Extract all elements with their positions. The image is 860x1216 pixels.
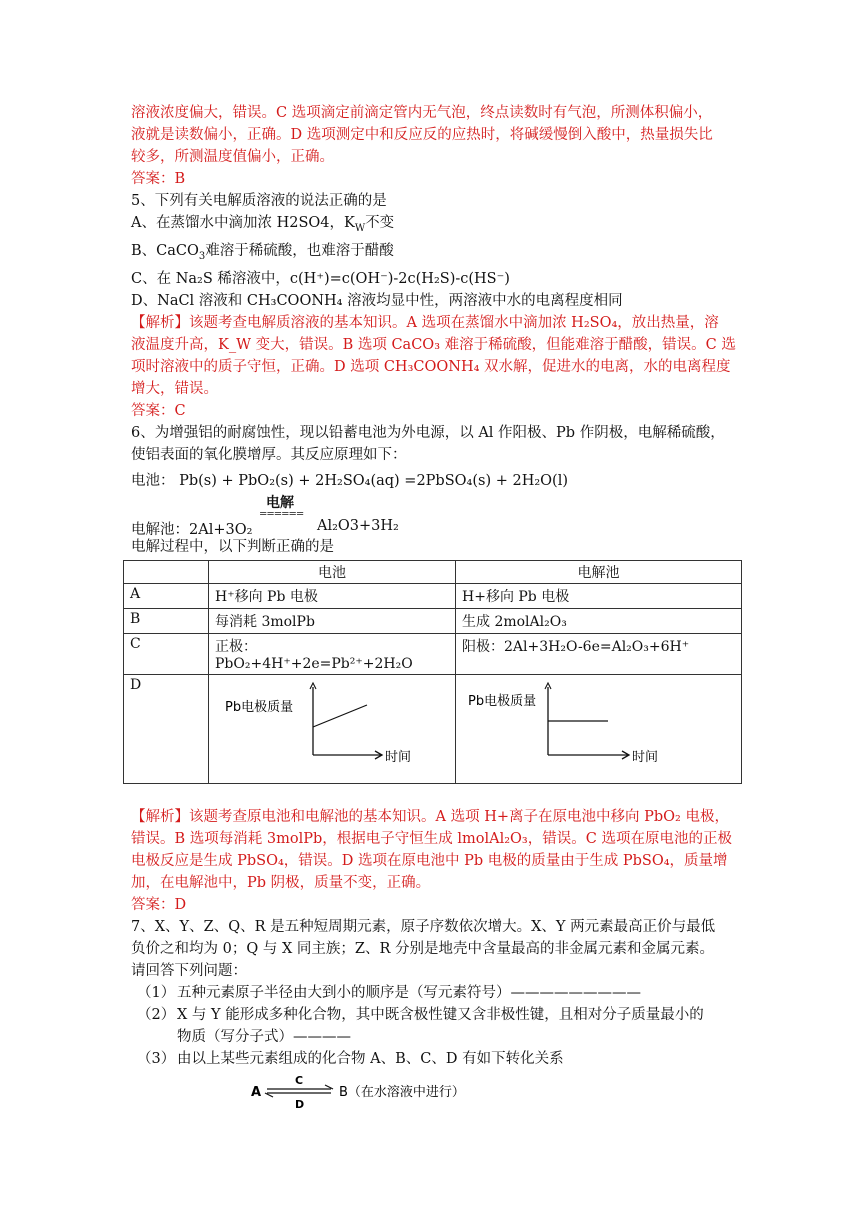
q6-battery-equation: 电池： Pb(s) + PbO₂(s) + 2H₂SO₄(aq) =2PbSO₄(s) + 2H₂O(l) [131,472,568,489]
q5-analysis-line: 液温度升高，K_W 变大，错误。B 选项 CaCO₃ 难溶于稀硫酸，但能难溶于醋酸，错误。C 选 [131,336,736,353]
graph-xlabel: 时间 [632,749,659,765]
table-cell: H⁺移向 Pb 电极 [209,583,456,608]
q6-stem: 6、为增强铝的耐腐蚀性，现以铅蓄电池为外电源，以 Al 作阳极、Pb 作阴极，电解稀硫酸， [131,424,725,441]
graph-cell-electrolysis [456,674,742,783]
q7-stem: 请回答下列问题： [131,962,247,979]
table-cell: B [124,608,209,633]
scheme-d: D [295,1097,305,1111]
q7-stem: 负价之和均为 0；Q 与 X 同主族；Z、R 分别是地壳中含量最高的非金属元素和金属元素。 [131,940,714,957]
graph-cell-battery [209,674,456,783]
q5-analysis-line: 增大，错误。 [131,380,218,397]
q7-sub1: （1） 五种元素原子半径由大到小的顺序是（写元素符号）————————— [137,984,641,1001]
q5-stem: 5、下列有关电解质溶液的说法正确的是 [131,193,387,209]
q7-sub3: （3） 由以上某些元素组成的化合物 A、B、C、D 有如下转化关系 [137,1050,564,1067]
q6-analysis-line: 错误。B 选项每消耗 3molPb，根据电子守恒生成 lmolAl₂O₃，错误。C 选项在原电池的正极 [131,830,732,847]
q6-answer: 答案：D [131,896,187,913]
q5-analysis-line: 【解析】该题考查电解质溶液的基本知识。A 选项在蒸馏水中滴加浓 H₂SO₄，放出热量，溶 [131,314,719,331]
answer-4: 答案：B [131,171,186,187]
table-row [124,633,742,674]
q7-sub2: （2） X 与 Y 能形成多种化合物，其中既含极性键又含非极性键，且相对分子质量最小的 [137,1006,704,1023]
q6-analysis-line: 电极反应是生成 PbSO₄，错误。D 选项在原电池中 Pb 电极的质量由于生成 PbSO₄，质量增 [131,852,728,869]
q6-electrolysis-equation [131,492,743,540]
analysis-line: 溶液浓度偏大，错误。C 选项滴定前滴定管内无气泡，终点读数时有气泡，所测体积偏小， [131,105,713,121]
electrolysis-left: 电解池：2Al+3O₂ [131,521,253,538]
electrolysis-condition: 电解 [266,494,294,511]
graph-ylabel: Pb电极质量 [468,693,537,709]
q6-judge: 电解过程中，以下判断正确的是 [131,538,334,555]
q5-option-d: D、NaCl 溶液和 CH₃COONH₄ 溶液均显中性，两溶液中水的电离程度相同 [131,292,623,309]
table-row [124,608,742,633]
q5-option-b: B、CaCO$_3$难溶于稀硫酸，也难溶于醋酸 [131,242,394,262]
graph-xlabel: 时间 [385,749,412,765]
q6-options-table [123,560,742,784]
q6-analysis-line: 【解析】该题考查原电池和电解池的基本知识。A 选项 H+离子在原电池中移向 PbO₂ 电极， [131,808,729,825]
table-cell: 每消耗 3molPb [209,608,456,633]
q7-stem: 7、X、Y、Z、Q、R 是五种短周期元素，原子序数依次增大。X、Y 两元素最高正价与最低 [131,918,716,935]
q5-analysis-line: 项时溶液中的质子守恒，正确。D 选项 CH₃COONH₄ 双水解，促进水的电离，水的电离程度 [131,358,731,375]
table-cell: A [124,583,209,608]
pb-mass-graph-battery [209,675,449,779]
table-header [124,560,209,583]
table-header: 电池 [209,560,456,583]
table-cell: C [124,633,209,674]
table-row [124,583,742,608]
rising-line [313,705,367,727]
equal-bar: ====== [259,508,304,520]
q7-sub2-cont: 物质（写分子式）———— [177,1028,351,1045]
q6-analysis-line: 加，在电解池中，Pb 阴极，质量不变，正确。 [131,874,431,891]
table-cell: 阳极：2Al+3H₂O-6e=Al₂O₃+6H⁺ [456,633,742,674]
q5-option-a: A、在蒸馏水中滴加浓 H2SO4，$K_W$不变 [131,215,395,234]
pb-mass-graph-electrolysis [456,675,736,779]
q5-option-c: C、在 Na₂S 稀溶液中，c(H⁺)=c(OH⁻)-2c(H₂S)-c(HS⁻) [131,270,510,287]
analysis-line: 较多，所测温度值偏小，正确。 [131,149,334,165]
q6-stem: 使铝表面的氧化膜增厚。其反应原理如下： [131,446,407,463]
table-cell: 生成 2molAl₂O₃ [456,608,742,633]
document-page [131,102,743,1116]
scheme-b: B（在水溶液中进行） [339,1084,465,1100]
analysis-line: 液就是读数偏小，正确。D 选项测定中和反应反的应热时，将碱缓慢倒入酸中，热量损失比 [131,127,713,143]
table-row [124,674,742,783]
scheme-a: A [251,1084,262,1100]
table-cell: H+移向 Pb 电极 [456,583,742,608]
electrolysis-right: Al₂O3+3H₂ [317,517,399,534]
q5-answer: 答案：C [131,402,186,419]
table-header-row [124,560,742,583]
conversion-scheme [247,1072,547,1112]
table-cell: 正极：PbO₂+4H⁺+2e=Pb²⁺+2H₂O [209,633,456,674]
scheme-c: C [295,1073,304,1087]
table-cell: D [124,674,209,783]
table-header: 电解池 [456,560,742,583]
graph-ylabel: Pb电极质量 [225,699,294,715]
